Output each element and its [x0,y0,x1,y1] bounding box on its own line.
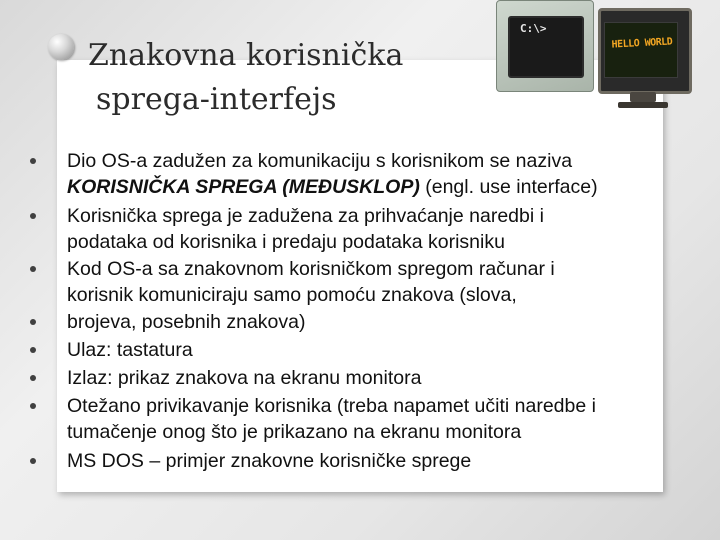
bullet-dot-icon [30,213,36,219]
bullet-dot-icon [30,403,36,409]
bullet-text-line: Dio OS-a zadužen za komunikaciju s korisnikom se naziva [67,150,573,172]
title-line-1: Znakovna korisnička [88,38,404,73]
bullet-dot-icon [30,347,36,353]
bullet-text-line: Otežano privikavanje korisnika (treba napamet učiti naredbe i [67,395,596,417]
bullet-text-line: Korisnička sprega je zadužena za prihvaćanje naredbi i [67,205,544,227]
bullet-text-line: MS DOS – primjer znakovne korisničke sprege [67,450,472,472]
bullet-text-line: korisnik komuniciraju samo pomoću znakova (slova, [67,284,517,306]
bullet-text-line: podataka od korisnika i predaju podataka korisniku [67,231,505,253]
bullet-text-line [67,174,687,200]
bullet-dot-icon [30,266,36,272]
bullet-text-line: Izlaz: prikaz znakova na ekranu monitora [67,367,422,389]
slide-title [88,34,488,122]
emphasis-term: KORISNIČKA SPREGA (MEĐUSKLOP) [67,176,420,198]
bullet-text-line: Kod OS-a sa znakovnom korisničkom spregom računar i [67,258,555,280]
title-line-2: sprega-interfejs [96,82,337,117]
bullet-dot-icon [30,158,36,164]
dos-prompt-text: C:\> [520,22,547,35]
hello-world-monitor-icon [598,8,688,110]
bullet-dot-icon [30,458,36,464]
bullet-text-line: tumačenje onog što je prikazano na ekranu monitora [67,421,522,443]
bullet-dot-icon [30,375,36,381]
bullet-text-line: brojeva, posebnih znakova) [67,311,306,333]
bullet-dot-icon [30,319,36,325]
bullet-text-line: Ulaz: tastatura [67,339,193,361]
title-bullet-icon [48,34,74,60]
dos-computer-icon [496,0,594,92]
emphasis-suffix: (engl. use interface) [419,176,598,198]
hello-world-text: HELLO WORLD [611,36,673,51]
